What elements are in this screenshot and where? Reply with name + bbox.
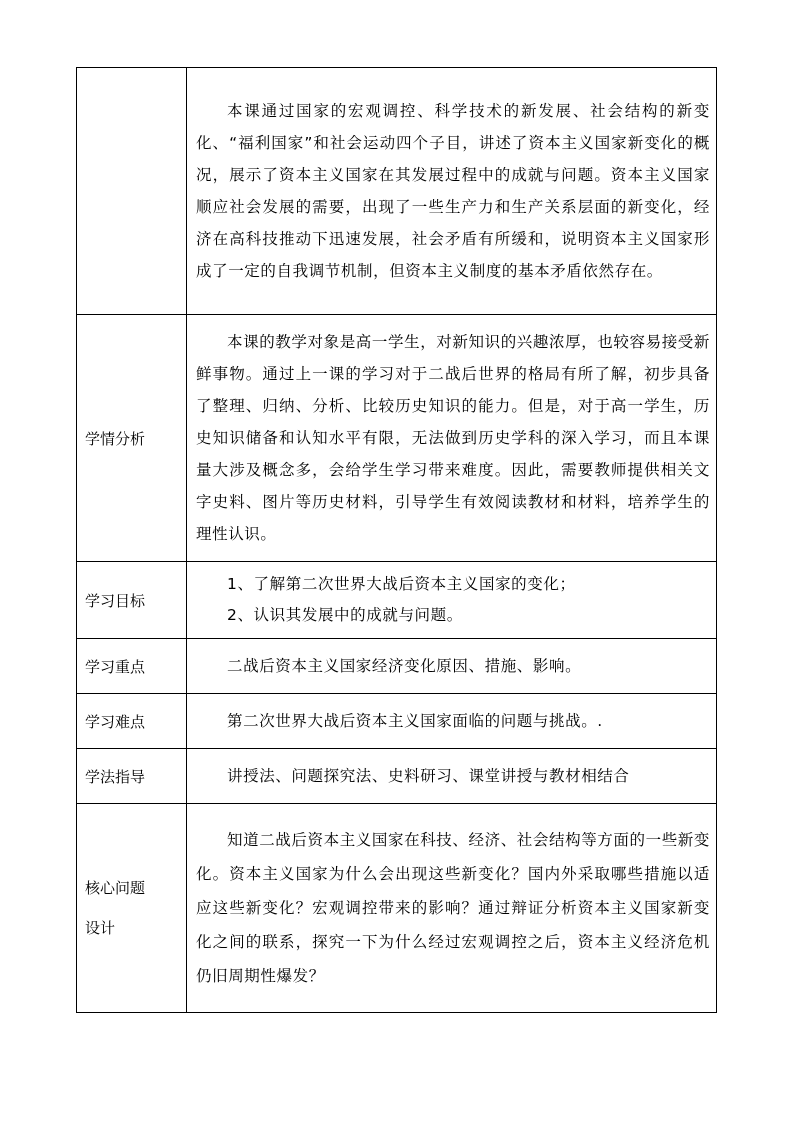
- textbook-analysis-cell: [187, 68, 717, 315]
- row-label: 学情分析: [77, 315, 187, 562]
- table-row: [77, 315, 717, 562]
- row-label: 学法指导: [77, 749, 187, 804]
- learner-analysis-cell: [187, 315, 717, 562]
- difficulties-cell: [187, 694, 717, 749]
- row-label: 学习难点: [77, 694, 187, 749]
- core-questions-cell: [187, 804, 717, 1013]
- textbook-analysis-text: 本课通过国家的宏观调控、科学技术的新发展、社会结构的新变化、“福利国家”和社会运动四个子目，讲述了资本主义国家新变化的概况，展示了资本主义国家在其发展过程中的成就与问题。资本主义国家顺应社会发展的需要，出现了一些生产力和生产关系层面的新变化，经济在高科技推动下迅速发展，社会矛盾有所缓和，说明资本主义国家形成了一定的自我调节机制，但资本主义制度的基本矛盾依然存在。: [196, 102, 710, 280]
- row-label: [77, 804, 187, 1013]
- table-row: [77, 68, 717, 315]
- table-row: [77, 639, 717, 694]
- row-label-line: 设计: [85, 919, 116, 937]
- table-row: [77, 804, 717, 1013]
- core-questions-text: 知道二战后资本主义国家在科技、经济、社会结构等方面的一些新变化。资本主义国家为什么会出现这些新变化？国内外采取哪些措施以适应这些新变化？宏观调控带来的影响？通过辩证分析资本主义国家新变化之间的联系，探究一下为什么经过宏观调控之后，资本主义经济危机仍旧周期性爆发？: [196, 831, 711, 985]
- table-row: [77, 562, 717, 639]
- objective-line: 2、认识其发展中的成就与问题。: [227, 606, 463, 624]
- study-methods-cell: [187, 749, 717, 804]
- key-points-cell: [187, 639, 717, 694]
- table-row: [77, 749, 717, 804]
- table-row: [77, 694, 717, 749]
- row-label: [77, 68, 187, 315]
- learning-objectives-cell: [187, 562, 717, 639]
- row-label: 学习目标: [77, 562, 187, 639]
- row-label: 学习重点: [77, 639, 187, 694]
- study-methods-text: 讲授法、问题探究法、史料研习、课堂讲授与教材相结合: [227, 766, 630, 785]
- key-points-text: 二战后资本主义国家经济变化原因、措施、影响。: [227, 656, 582, 675]
- objective-line: 1、了解第二次世界大战后资本主义国家的变化；: [227, 575, 576, 593]
- learner-analysis-text: 本课的教学对象是高一学生，对新知识的兴趣浓厚，也较容易接受新鲜事物。通过上一课的学习对于二战后世界的格局有所了解，初步具备了整理、归纳、分析、比较历史知识的能力。但是，对于高一学生，历史知识储备和认知水平有限，无法做到历史学科的深入学习，而且本课量大涉及概念多，会给学生学习带来难度。因此，需要教师提供相关文字史料、图片等历史材料，引导学生有效阅读教材和材料，培养学生的理性认识。: [196, 333, 711, 543]
- difficulties-text: 第二次世界大战后资本主义国家面临的问题与挑战。.: [227, 711, 603, 730]
- lesson-plan-table: [76, 67, 717, 1013]
- row-label-line: 核心问题: [85, 879, 146, 897]
